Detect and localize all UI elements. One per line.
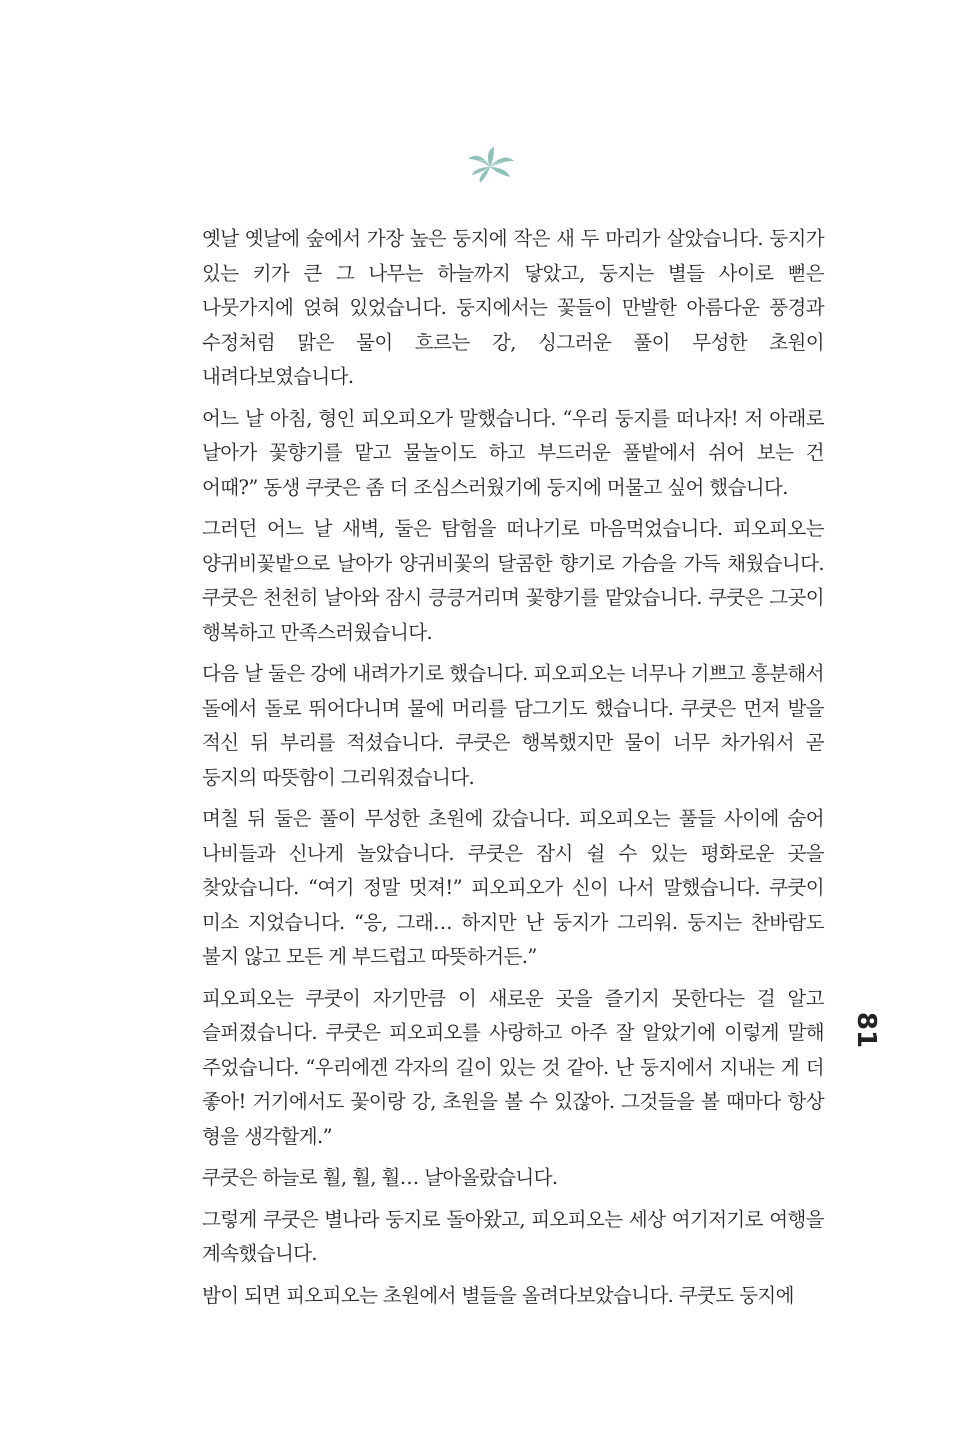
leaf-sprig-icon [460,145,520,185]
paragraph: 며칠 뒤 둘은 풀이 무성한 초원에 갔습니다. 피오피오는 풀들 사이에 숨어 나비들과 신나게 놀았습니다. 쿠쿳은 잠시 쉴 수 있는 평화로운 곳을 찾았습니다. “여기 정말 멋져!” 피오피오가 신이 나서 말했습니다. 쿠쿳이 미소 지었습니다. “응, 그래… 하지만 난 둥지가 그리워. 둥지는 찬바람도 불지 않고 모든 게 부드럽고 따뜻하거든.” [202,807,824,968]
paragraph: 피오피오는 쿠쿳이 자기만큼 이 새로운 곳을 즐기지 못한다는 걸 알고 슬퍼졌습니다. 쿠쿳은 피오피오를 사랑하고 아주 잘 알았기에 이렇게 말해 주었습니다. “우리에겐 각자의 길이 있는 것 같아. 난 둥지에서 지내는 게 더 좋아! 거기에서도 꽃이랑 강, 초원을 볼 수 있잖아. 그것들을 볼 때마다 항상 형을 생각할게.” [202,986,824,1148]
paragraph: 옛날 옛날에 숲에서 가장 높은 둥지에 작은 새 두 마리가 살았습니다. 둥지가 있는 키가 큰 그 나무는 하늘까지 닿았고, 둥지는 별들 사이로 뻗은 나뭇가지에 얹혀 있었습니다. 둥지에서는 꽃들이 만발한 아름다운 풍경과 수정처럼 맑은 물이 흐르는 강, 싱그러운 풀이 무성한 초원이 내려다보였습니다. [202,227,824,388]
paragraph: 쿠쿳은 하늘로 훨, 훨, 훨… 날아올랐습니다. [202,1166,558,1189]
paragraph: 어느 날 아침, 형인 피오피오가 말했습니다. “우리 둥지를 떠나자! 저 아래로 날아가 꽃향기를 맡고 물놀이도 하고 부드러운 풀밭에서 쉬어 보는 건 어때?” 동생 쿠쿳은 좀 더 조심스러웠기에 둥지에 머물고 싶어 했습니다. [202,406,824,499]
paragraph: 그러던 어느 날 새벽, 둘은 탐험을 떠나기로 마음먹었습니다. 피오피오는 양귀비꽃밭으로 날아가 양귀비꽃의 달콤한 향기로 가슴을 가득 채웠습니다. 쿠쿳은 천천히 날아와 잠시 킁킁거리며 꽃향기를 맡았습니다. 쿠쿳은 그곳이 행복하고 만족스러웠습니다. [202,517,824,644]
paragraph: 다음 날 둘은 강에 내려가기로 했습니다. 피오피오는 너무나 기쁘고 흥분해서 돌에서 돌로 뛰어다니며 물에 머리를 담그기도 했습니다. 쿠쿳은 먼저 발을 적신 뒤 부리를 적셨습니다. 쿠쿳은 행복했지만 물이 너무 차가워서 곧 둥지의 따뜻함이 그리워졌습니다. [202,662,824,789]
page-number: 81 [851,1011,881,1049]
paragraph: 밤이 되면 피오피오는 초원에서 별들을 올려다보았습니다. 쿠쿳도 둥지에 [202,1283,794,1307]
story-text [202,222,824,1320]
paragraph: 그렇게 쿠쿳은 별나라 둥지로 돌아왔고, 피오피오는 세상 여기저기로 여행을 계속했습니다. [202,1207,824,1265]
